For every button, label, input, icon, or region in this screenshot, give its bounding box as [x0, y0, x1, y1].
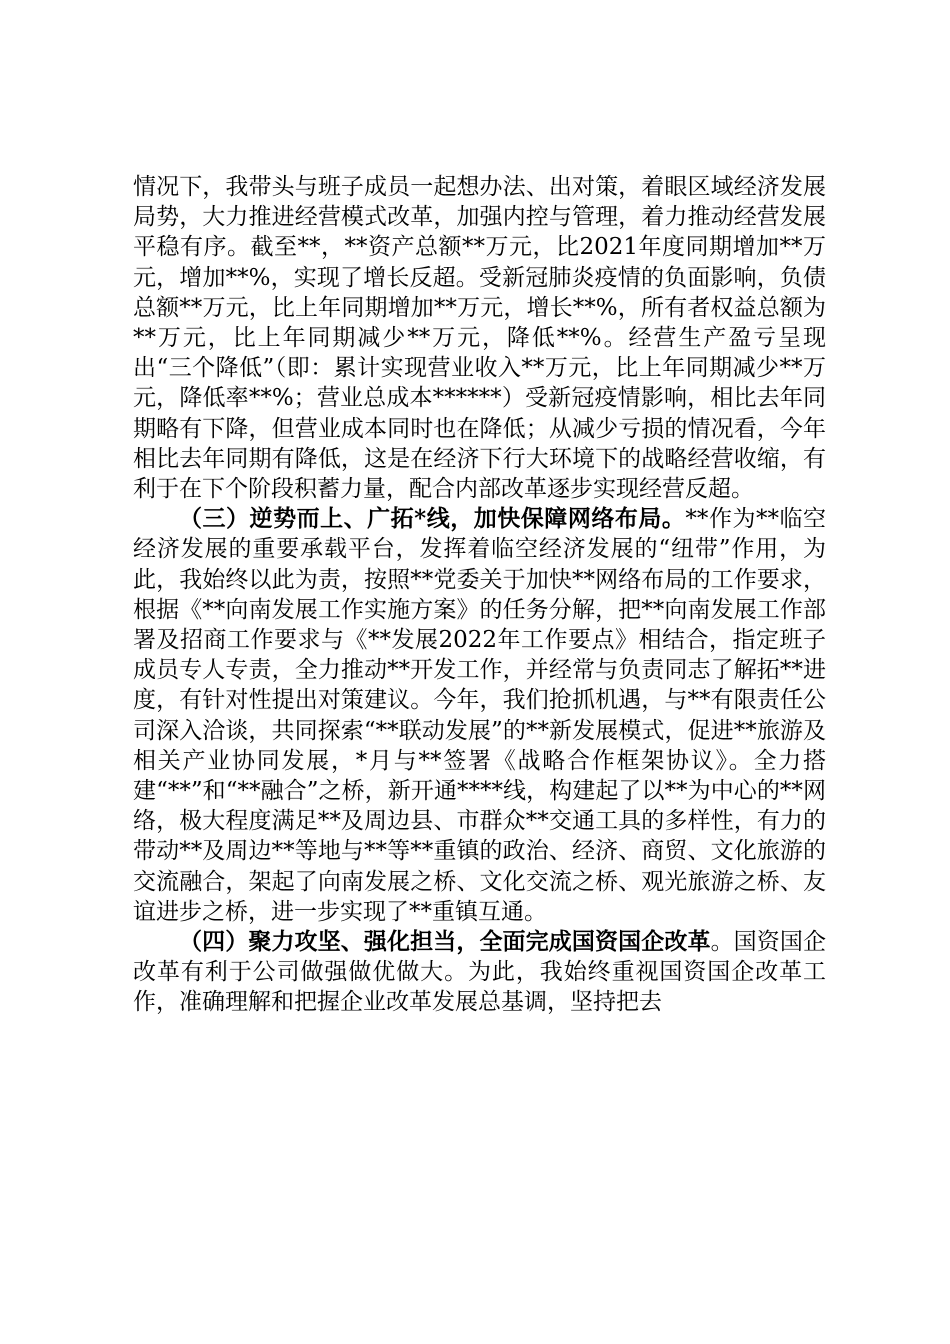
paragraph-business-results: 情况下，我带头与班子成员一起想办法、出对策，着眼区域经济发展局势，大力推进经营模式改革，加强内控与管理，着力推动经营发展平稳有序。截至**，**资产总额**万元，比2021年度同期增加**万元，增加**%，实现了增长反超。受新冠肺炎疫情的负面影响，负债总额**万元，比上年同期增加**万元，增长**%，所有者权益总额为**万元，比上年同期减少**万元，降低**%。经营生产盈亏呈现出“三个降低”（即：累计实现营业收入**万元，比上年同期减少**万元，降低率**%；营业总成本******）受新冠疫情影响，相比去年同期略有下降，但营业成本同时也在降低；从减少亏损的情况看，今年相比去年同期有降低，这是在经济下行大环境下的战略经营收缩，有利于在下个阶段积蓄力量，配合内部改革逐步实现经营反超。 [133, 174, 826, 503]
paragraph-section-3 [133, 504, 826, 927]
section-3-body: **作为**临空经济发展的重要承载平台，发挥着临空经济发展的“纽带”作用，为此，我始终以此为责，按照**党委关于加快**网络布局的工作要求，根据《**向南发展工作实施方案》的任务分解，把**向南发展工作部署及招商工作要求与《**发展2022年工作要点》相结合，指定班子成员专人专责，全力推动**开发工作，并经常与负责同志了解拓**进度，有针对性提出对策建议。今年，我们抢抓机遇，与**有限责任公司深入洽谈，共同探索“**联动发展”的**新发展模式，促进**旅游及相关产业协同发展，*月与**签署《战略合作框架协议》。全力搭建“**”和“**融合”之桥，新开通****线，构建起了以**为中心的**网络，极大程度满足**及周边县、市群众**交通工具的多样性，有力的带动**及周边**等地与**等**重镇的政治、经济、商贸、文化旅游的交流融合，架起了向南发展之桥、文化交流之桥、观光旅游之桥、友谊进步之桥，进一步实现了**重镇互通。 [133, 506, 827, 925]
paragraph-section-4 [133, 927, 826, 1018]
section-4-heading: （四）聚力攻坚、强化担当，全面完成国资国企改革 [179, 928, 711, 956]
section-3-heading: （三）逆势而上、广拓*线，加快保障网络布局。 [179, 505, 686, 533]
section-4-body: 。国资国企改革有利于公司做强做优做大。为此，我始终重视国资国企改革工作，准确理解和把握企业改革发展总基调，坚持把去 [133, 929, 827, 1016]
document-page [133, 172, 826, 1018]
